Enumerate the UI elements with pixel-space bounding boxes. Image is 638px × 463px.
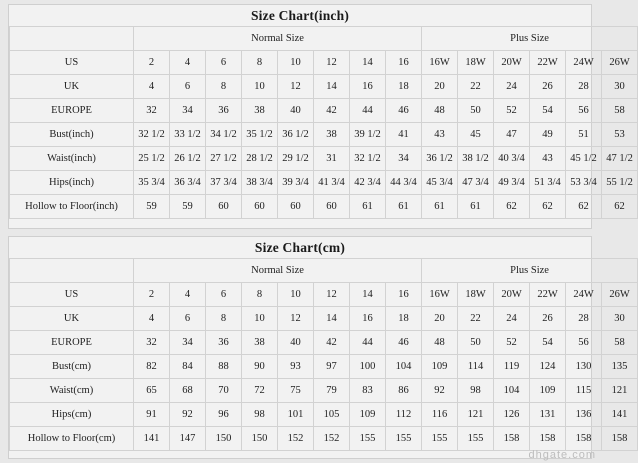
table-cell: 38 — [242, 331, 278, 355]
table-cell: 20W — [494, 51, 530, 75]
table-row — [10, 195, 638, 219]
table-row — [10, 99, 638, 123]
table-cell: 22W — [530, 283, 566, 307]
table-cell: 36 — [206, 99, 242, 123]
table-cell: 28 — [566, 307, 602, 331]
table-cell: 4 — [170, 51, 206, 75]
table-cell: 20 — [422, 307, 458, 331]
size-chart-cm — [8, 236, 630, 459]
table-cell: 158 — [602, 427, 638, 451]
table-cell: 104 — [494, 379, 530, 403]
table-cell: 10 — [242, 307, 278, 331]
table-cell: 79 — [314, 379, 350, 403]
table-row — [10, 331, 638, 355]
table-row — [10, 51, 638, 75]
table-cell: 119 — [494, 355, 530, 379]
group-header-plus: Plus Size — [422, 259, 638, 283]
table-cell: 26W — [602, 51, 638, 75]
table-cell: 97 — [314, 355, 350, 379]
group-header-normal: Normal Size — [134, 27, 422, 51]
table-cell: 52 — [494, 331, 530, 355]
table-cell: 121 — [602, 379, 638, 403]
corner-cell — [10, 259, 134, 283]
table-cell: 53 3/4 — [566, 171, 602, 195]
table-cell: 24W — [566, 51, 602, 75]
table-cell: 152 — [314, 427, 350, 451]
table-cell: 38 3/4 — [242, 171, 278, 195]
table-cell: 109 — [350, 403, 386, 427]
table-cell: 75 — [278, 379, 314, 403]
row-label: US — [10, 51, 134, 75]
table-cell: 82 — [134, 355, 170, 379]
table-cell: 26 1/2 — [170, 147, 206, 171]
table-cell: 31 — [314, 147, 350, 171]
table-cell: 20W — [494, 283, 530, 307]
table-cell: 114 — [458, 355, 494, 379]
table-cell: 56 — [566, 99, 602, 123]
table-cell: 49 — [530, 123, 566, 147]
table-cell: 86 — [386, 379, 422, 403]
table-cell: 39 3/4 — [278, 171, 314, 195]
table-cell: 56 — [566, 331, 602, 355]
watermark: dhgate.com — [528, 449, 596, 461]
table-cell: 54 — [530, 99, 566, 123]
table-cell: 41 3/4 — [314, 171, 350, 195]
table-cell: 39 1/2 — [350, 123, 386, 147]
row-label: UK — [10, 307, 134, 331]
table-cell: 6 — [206, 51, 242, 75]
table-cell: 22 — [458, 307, 494, 331]
table-cell: 52 — [494, 99, 530, 123]
group-header-row — [10, 27, 638, 51]
table-cell: 61 — [386, 195, 422, 219]
table-cell: 25 1/2 — [134, 147, 170, 171]
table-cell: 43 — [422, 123, 458, 147]
table-cell: 158 — [494, 427, 530, 451]
table-cell: 6 — [170, 75, 206, 99]
table-cell: 32 1/2 — [350, 147, 386, 171]
table-cell: 36 1/2 — [278, 123, 314, 147]
table-cell: 45 1/2 — [566, 147, 602, 171]
table-cell: 10 — [242, 75, 278, 99]
table-cell: 46 — [386, 99, 422, 123]
table-cell: 16 — [386, 51, 422, 75]
table-cell: 104 — [386, 355, 422, 379]
table-cell: 84 — [170, 355, 206, 379]
table-cell: 92 — [170, 403, 206, 427]
table-cell: 14 — [314, 75, 350, 99]
table-cell: 2 — [134, 51, 170, 75]
table-cell: 30 — [602, 75, 638, 99]
table-cell: 98 — [242, 403, 278, 427]
table-row — [10, 427, 638, 451]
table-cell: 150 — [242, 427, 278, 451]
table-cell: 155 — [386, 427, 422, 451]
table-cell: 58 — [602, 99, 638, 123]
table-cell: 141 — [134, 427, 170, 451]
table-cell: 59 — [170, 195, 206, 219]
table-cell: 4 — [134, 307, 170, 331]
table-cell: 34 — [170, 99, 206, 123]
table-cell: 20 — [422, 75, 458, 99]
table-cell: 42 3/4 — [350, 171, 386, 195]
table-cell: 115 — [566, 379, 602, 403]
table-cell: 44 3/4 — [386, 171, 422, 195]
table-cell: 42 — [314, 331, 350, 355]
row-label: Bust(inch) — [10, 123, 134, 147]
table-cell: 26W — [602, 283, 638, 307]
row-label: Hollow to Floor(inch) — [10, 195, 134, 219]
table-cell: 158 — [566, 427, 602, 451]
table-cell: 61 — [422, 195, 458, 219]
table-cell: 30 — [602, 307, 638, 331]
table-cell: 35 3/4 — [134, 171, 170, 195]
table-cell: 155 — [350, 427, 386, 451]
table-cell: 158 — [530, 427, 566, 451]
table-cell: 10 — [278, 51, 314, 75]
table-cell: 22 — [458, 75, 494, 99]
table-head-inch — [10, 27, 638, 51]
table-cell: 105 — [314, 403, 350, 427]
table-cell: 72 — [242, 379, 278, 403]
table-cell: 34 1/2 — [206, 123, 242, 147]
table-cell: 26 — [530, 307, 566, 331]
table-cell: 59 — [134, 195, 170, 219]
table-cell: 46 — [386, 331, 422, 355]
table-cell: 28 — [566, 75, 602, 99]
table-cell: 116 — [422, 403, 458, 427]
table-cell: 16 — [350, 75, 386, 99]
row-label: Waist(inch) — [10, 147, 134, 171]
table-cell: 60 — [242, 195, 278, 219]
table-cell: 62 — [494, 195, 530, 219]
table-cell: 34 — [170, 331, 206, 355]
table-cell: 155 — [422, 427, 458, 451]
table-cell: 4 — [170, 283, 206, 307]
table-cell: 47 3/4 — [458, 171, 494, 195]
table-cell: 131 — [530, 403, 566, 427]
table-cell: 18W — [458, 283, 494, 307]
table-cell: 43 — [530, 147, 566, 171]
table-cell: 14 — [350, 51, 386, 75]
table-cell: 53 — [602, 123, 638, 147]
chart-title-cm: Size Chart(cm) — [254, 240, 346, 255]
table-cell: 62 — [566, 195, 602, 219]
table-cell: 109 — [530, 379, 566, 403]
table-cell: 60 — [278, 195, 314, 219]
table-cell: 51 — [566, 123, 602, 147]
table-row — [10, 171, 638, 195]
table-row — [10, 403, 638, 427]
table-row — [10, 355, 638, 379]
table-cell: 50 — [458, 331, 494, 355]
table-cell: 55 1/2 — [602, 171, 638, 195]
table-cell: 16W — [422, 51, 458, 75]
row-label: Waist(cm) — [10, 379, 134, 403]
table-cell: 70 — [206, 379, 242, 403]
table-cell: 26 — [530, 75, 566, 99]
table-cell: 16W — [422, 283, 458, 307]
table-cell: 47 1/2 — [602, 147, 638, 171]
table-cell: 92 — [422, 379, 458, 403]
table-cell: 16 — [386, 283, 422, 307]
table-cell: 155 — [458, 427, 494, 451]
table-cell: 24W — [566, 283, 602, 307]
table-cell: 96 — [206, 403, 242, 427]
table-cell: 8 — [206, 75, 242, 99]
table-cell: 60 — [314, 195, 350, 219]
table-cell: 61 — [458, 195, 494, 219]
table-cell: 14 — [314, 307, 350, 331]
table-row — [10, 123, 638, 147]
table-body-inch — [10, 51, 638, 219]
table-cell: 44 — [350, 331, 386, 355]
table-cell: 6 — [170, 307, 206, 331]
table-cell: 90 — [242, 355, 278, 379]
table-cell: 38 — [242, 99, 278, 123]
table-cell: 35 1/2 — [242, 123, 278, 147]
table-cell: 68 — [170, 379, 206, 403]
table-cell: 34 — [386, 147, 422, 171]
table-cell: 51 3/4 — [530, 171, 566, 195]
table-cell: 40 3/4 — [494, 147, 530, 171]
table-cell: 135 — [602, 355, 638, 379]
table-cell: 152 — [278, 427, 314, 451]
table-cell: 48 — [422, 99, 458, 123]
table-cell: 18W — [458, 51, 494, 75]
table-cell: 40 — [278, 99, 314, 123]
size-table-cm — [9, 258, 638, 451]
table-cell: 10 — [278, 283, 314, 307]
table-cell: 150 — [206, 427, 242, 451]
table-cell: 47 — [494, 123, 530, 147]
group-header-plus: Plus Size — [422, 27, 638, 51]
table-cell: 36 1/2 — [422, 147, 458, 171]
table-cell: 141 — [602, 403, 638, 427]
table-cell: 61 — [350, 195, 386, 219]
table-body-cm — [10, 283, 638, 451]
table-row — [10, 75, 638, 99]
table-cell: 147 — [170, 427, 206, 451]
row-label: Hollow to Floor(cm) — [10, 427, 134, 451]
table-cell: 4 — [134, 75, 170, 99]
table-cell: 6 — [206, 283, 242, 307]
table-cell: 101 — [278, 403, 314, 427]
table-cell: 88 — [206, 355, 242, 379]
table-cell: 62 — [602, 195, 638, 219]
table-cell: 32 — [134, 99, 170, 123]
table-cell: 136 — [566, 403, 602, 427]
table-cell: 8 — [242, 283, 278, 307]
table-cell: 93 — [278, 355, 314, 379]
table-cell: 12 — [278, 75, 314, 99]
table-cell: 8 — [206, 307, 242, 331]
table-cell: 37 3/4 — [206, 171, 242, 195]
table-cell: 45 3/4 — [422, 171, 458, 195]
table-cell: 58 — [602, 331, 638, 355]
table-cell: 8 — [242, 51, 278, 75]
corner-cell — [10, 27, 134, 51]
table-cell: 18 — [386, 307, 422, 331]
chart-title-inch: Size Chart(inch) — [250, 8, 350, 23]
table-cell: 49 3/4 — [494, 171, 530, 195]
row-label: Hips(cm) — [10, 403, 134, 427]
table-cell: 12 — [314, 283, 350, 307]
table-cell: 40 — [278, 331, 314, 355]
table-cell: 91 — [134, 403, 170, 427]
table-cell: 12 — [278, 307, 314, 331]
table-cell: 12 — [314, 51, 350, 75]
table-cell: 38 — [314, 123, 350, 147]
table-cell: 18 — [386, 75, 422, 99]
table-cell: 100 — [350, 355, 386, 379]
table-cell: 32 1/2 — [134, 123, 170, 147]
table-cell: 54 — [530, 331, 566, 355]
table-cell: 112 — [386, 403, 422, 427]
table-cell: 2 — [134, 283, 170, 307]
table-row — [10, 307, 638, 331]
size-chart-inch — [8, 4, 633, 229]
group-header-normal: Normal Size — [134, 259, 422, 283]
table-cell: 32 — [134, 331, 170, 355]
row-label: Bust(cm) — [10, 355, 134, 379]
table-cell: 14 — [350, 283, 386, 307]
table-cell: 50 — [458, 99, 494, 123]
table-cell: 29 1/2 — [278, 147, 314, 171]
table-head-cm — [10, 259, 638, 283]
table-cell: 27 1/2 — [206, 147, 242, 171]
table-cell: 24 — [494, 307, 530, 331]
table-cell: 124 — [530, 355, 566, 379]
table-cell: 62 — [530, 195, 566, 219]
table-cell: 36 3/4 — [170, 171, 206, 195]
table-cell: 126 — [494, 403, 530, 427]
table-cell: 41 — [386, 123, 422, 147]
table-cell: 130 — [566, 355, 602, 379]
table-cell: 83 — [350, 379, 386, 403]
table-cell: 38 1/2 — [458, 147, 494, 171]
row-label: EUROPE — [10, 331, 134, 355]
table-cell: 28 1/2 — [242, 147, 278, 171]
table-cell: 45 — [458, 123, 494, 147]
table-cell: 60 — [206, 195, 242, 219]
table-cell: 16 — [350, 307, 386, 331]
table-cell: 36 — [206, 331, 242, 355]
table-cell: 42 — [314, 99, 350, 123]
row-label: Hips(inch) — [10, 171, 134, 195]
table-row — [10, 283, 638, 307]
table-row — [10, 379, 638, 403]
table-cell: 33 1/2 — [170, 123, 206, 147]
table-row — [10, 147, 638, 171]
row-label: UK — [10, 75, 134, 99]
group-header-row — [10, 259, 638, 283]
size-table-inch — [9, 26, 638, 219]
table-cell: 121 — [458, 403, 494, 427]
row-label: US — [10, 283, 134, 307]
table-cell: 98 — [458, 379, 494, 403]
table-cell: 48 — [422, 331, 458, 355]
table-cell: 109 — [422, 355, 458, 379]
table-cell: 65 — [134, 379, 170, 403]
table-cell: 44 — [350, 99, 386, 123]
row-label: EUROPE — [10, 99, 134, 123]
table-cell: 24 — [494, 75, 530, 99]
table-cell: 22W — [530, 51, 566, 75]
